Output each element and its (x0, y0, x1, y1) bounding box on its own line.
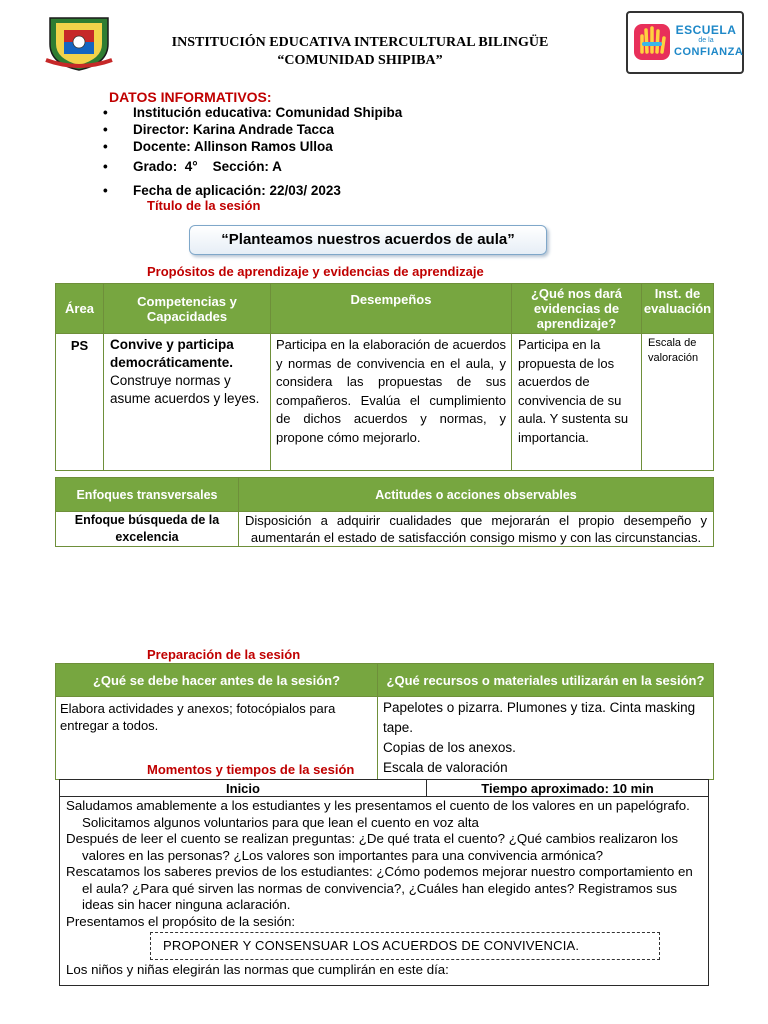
datos-item (103, 105, 503, 122)
proposito-text: PROPONER Y CONSENSUAR LOS ACUERDOS DE CONVIVENCIA. (163, 938, 580, 953)
logo-line-1: ESCUELA (675, 23, 737, 37)
session-title: “Planteamos nuestros acuerdos de aula” (221, 231, 515, 248)
header-actitudes: Actitudes o acciones observables (239, 478, 714, 512)
momentos-body (60, 797, 709, 986)
header-area: Área (56, 284, 104, 334)
momento-paragraph: Los niños y niñas elegirán las normas que cumplirán en este día: (66, 962, 449, 977)
area-cell: PS (56, 334, 104, 471)
datos-item (103, 122, 503, 139)
header-instrumento: Inst. de evaluación (642, 284, 714, 334)
datos-item-text: Institución educativa: Comunidad Shipiba (133, 105, 403, 120)
datos-item (103, 156, 503, 179)
logo-line-2: de la (698, 37, 714, 44)
datos-item-text: Director: Karina Andrade Tacca (133, 122, 335, 137)
enfoques-data-row (56, 512, 714, 547)
school-crest (44, 14, 114, 72)
datos-item-text: Grado: 4° Sección: A (133, 159, 282, 174)
session-title-label: Título de la sesión (147, 198, 261, 213)
competencia-text: Convive y participa democráticamente. (110, 337, 234, 370)
recursos-cell (378, 697, 714, 780)
evidencia-cell: Participa en la propuesta de los acuerdos de convivencia de su aula. Y sustenta su importancia. (512, 334, 642, 471)
community-name: “COMUNIDAD SHIPIBA” (277, 53, 443, 68)
bullet: • (103, 183, 108, 198)
escuela-confianza-logo (626, 11, 744, 74)
enfoques-table (55, 477, 714, 547)
institution-name: INSTITUCIÓN EDUCATIVA INTERCULTURAL BILINGÜE (171, 35, 549, 50)
momentos-table (59, 779, 709, 986)
header-antes: ¿Qué se debe hacer antes de la sesión? (56, 664, 378, 697)
momento-paragraph: Saludamos amablemente a los estudiantes y les presentamos el cuento de los valores en un papelógrafo. Solicitamos algunos voluntarios para que lean el cuento en voz alta (66, 798, 690, 830)
momentos-header-row (60, 780, 709, 797)
header-evidencias: ¿Qué nos dará evidencias de aprendizaje? (512, 284, 642, 334)
recurso-item: Escala de valoración (383, 760, 508, 775)
preparacion-label: Preparación de la sesión (147, 647, 301, 662)
actitud-cell: Disposición a adquirir cualidades que mejorarán el propio desempeño y aumentarán el estado de satisfacción consigo mismo y con las circunstancias. (239, 512, 714, 547)
session-title-box (189, 225, 547, 255)
proposito-box (150, 932, 660, 960)
shield-crest-icon (44, 14, 114, 72)
desempeno-cell: Participa en la elaboración de acuerdos y normas de convivencia en el aula, y considera las propuestas de sus compañeros. Evalúa el cumplimiento de dichos acuerdos y normas, y propone cómo mejorarlo. (271, 334, 512, 471)
propositos-label: Propósitos de aprendizaje y evidencias de aprendizaje (147, 264, 484, 279)
header-recursos: ¿Qué recursos o materiales utilizarán en la sesión? (378, 664, 714, 697)
bullet: • (103, 105, 108, 120)
momentos-body-row (60, 797, 709, 986)
header-enfoques: Enfoques transversales (56, 478, 239, 512)
propositos-header-row (56, 284, 714, 334)
momento-paragraph: Presentamos el propósito de la sesión: (66, 913, 296, 929)
hands-icon (634, 22, 670, 62)
bullet: • (103, 139, 108, 154)
datos-item-text: Docente: Allinson Ramos Ulloa (133, 139, 333, 154)
antes-cell: Elabora actividades y anexos; fotocópialos para entregar a todos. (56, 697, 378, 780)
momento-paragraph: Rescatamos los saberes previos de los estudiantes: ¿Cómo podemos mejorar nuestro comportamiento en el aula? ¿Para qué sirven las normas de convivencia?, ¿Cuáles han elegido antes? Registramos sus ideas sin hacer ninguna aclaración. (66, 864, 693, 912)
inicio-header: Inicio (60, 780, 427, 797)
datos-item-text: Fecha de aplicación: 22/03/ 2023 (133, 183, 341, 198)
enfoque-cell: Enfoque búsqueda de la excelencia (56, 512, 239, 547)
datos-item (103, 139, 503, 156)
preparacion-header-row (56, 664, 714, 697)
capacidad-text: Construye normas y asume acuerdos y leyes. (110, 373, 260, 406)
datos-item (103, 179, 503, 200)
enfoques-header-row (56, 478, 714, 512)
header-desempenos: Desempeños (271, 284, 512, 334)
propositos-table (55, 283, 714, 471)
logo-line-3: CONFIANZA (674, 46, 744, 58)
momento-paragraph: Después de leer el cuento se realizan preguntas: ¿De qué trata el cuento? ¿Qué cambios realizaron los valores en las personas? ¿Los valores son importantes para una convivencia armónica? (66, 831, 679, 863)
recurso-item: Copias de los anexos. (383, 740, 516, 755)
instrumento-cell: Escala de valoración (642, 334, 714, 471)
datos-title: DATOS INFORMATIVOS: (109, 89, 272, 105)
propositos-data-row (56, 334, 714, 471)
competencia-cell (104, 334, 271, 471)
datos-list (103, 105, 503, 200)
bullet: • (103, 122, 108, 137)
recurso-item: Papelotes o pizarra. Plumones y tiza. Cinta masking tape. (383, 700, 696, 735)
bullet: • (103, 159, 108, 174)
tiempo-header: Tiempo aproximado: 10 min (427, 780, 709, 797)
header-competencias: Competencias y Capacidades (104, 284, 271, 334)
momentos-label: Momentos y tiempos de la sesión (147, 762, 355, 777)
